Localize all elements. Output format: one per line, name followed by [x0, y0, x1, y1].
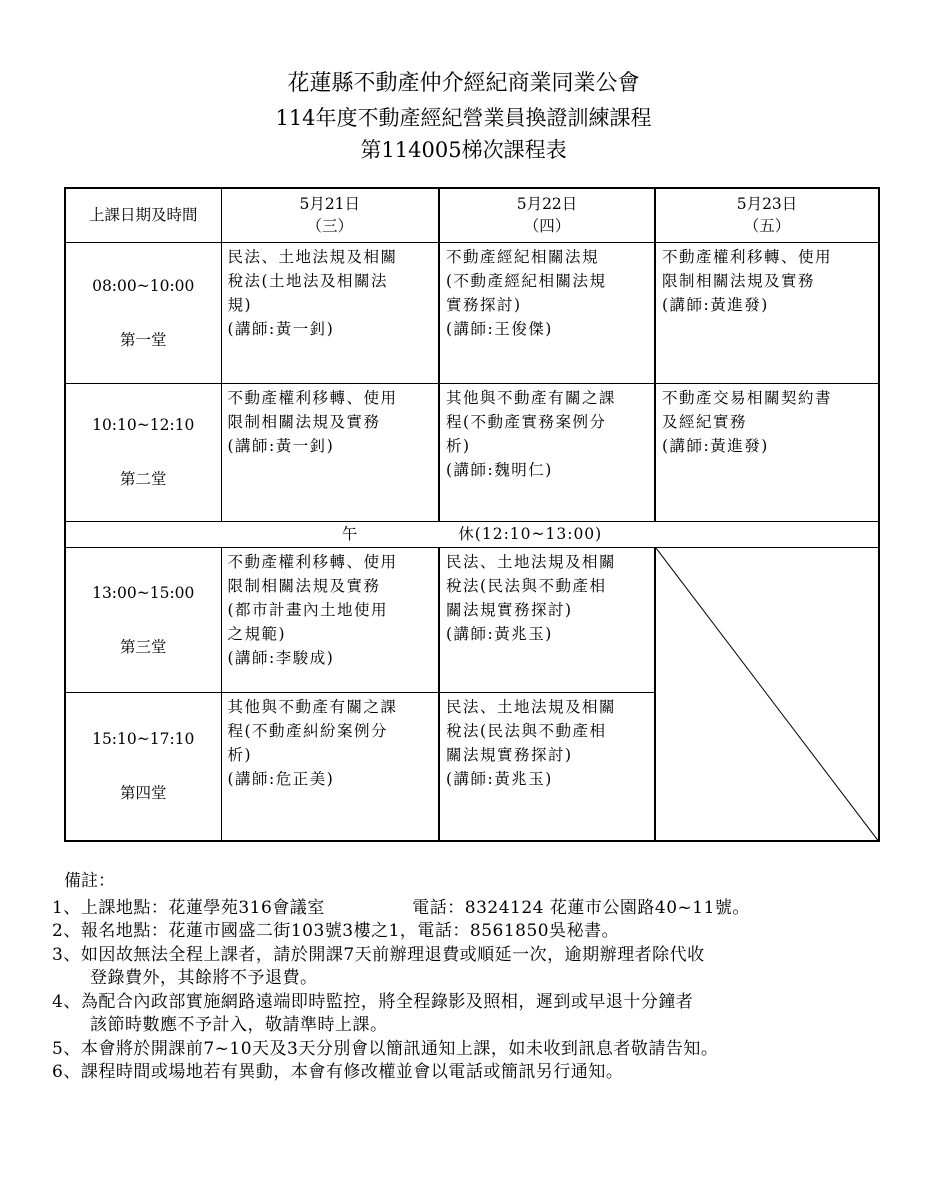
- period-cell-2: [65, 383, 221, 521]
- lunch-label-a: 午: [341, 525, 359, 543]
- course-line: 不動產經紀相關法規: [446, 247, 600, 266]
- course-cell: [439, 547, 655, 692]
- course-line: 析): [446, 436, 471, 455]
- period-row-1: [65, 242, 879, 383]
- course-line: 稅法(土地法及相關法: [227, 271, 389, 290]
- course-line: (不動產經紀相關法規: [446, 271, 607, 290]
- period-time: 15:10~17:10: [92, 730, 195, 749]
- lunch-break: [65, 521, 879, 547]
- course-line: 關法規實務探討): [446, 600, 573, 619]
- course-line: 限制相關法規及實務: [662, 271, 816, 290]
- period-cell-1: [65, 242, 221, 383]
- course-line: 析): [227, 745, 253, 764]
- course-cell: [221, 383, 439, 521]
- notes-section: [52, 870, 750, 1085]
- course-line: 限制相關法規及實務: [227, 576, 381, 595]
- course-line: 限制相關法規及實務: [227, 412, 381, 431]
- day-weekday: （五）: [743, 217, 791, 236]
- course-line: 實務探討): [446, 295, 522, 314]
- note-item: 1、上課地點：花蓮學苑316會議室 電話：8324124 花蓮市公園路40~11號。: [52, 897, 750, 918]
- course-line: 關法規實務探討): [446, 745, 573, 764]
- course-cell: [655, 383, 879, 521]
- course-cell: [221, 242, 439, 383]
- course-line: 不動產交易相關契約書: [662, 388, 833, 407]
- course-line: 及經紀實務: [662, 412, 748, 431]
- course-title: 114年度不動產經紀營業員換證訓練課程: [275, 106, 652, 130]
- lunch-label-b: 休(12:10~13:00): [458, 525, 603, 543]
- instructor-line: (講師:王俊傑): [446, 319, 553, 338]
- note-item: 3、如因故無法全程上課者，請於開課7天前辦理退費或順延一次，逾期辦理者除代收: [52, 944, 705, 965]
- note-item-continued: 登錄費外，其餘將不予退費。: [90, 968, 318, 988]
- period-cell-3: [65, 547, 221, 692]
- period-label: 第三堂: [119, 637, 167, 656]
- course-line: 不動產權利移轉、使用: [227, 388, 398, 407]
- note-item: 6、課程時間或場地若有異動，本會有修改權並會以電話或簡訊另行通知。: [52, 1062, 624, 1082]
- day-header-0522: [439, 188, 655, 242]
- course-line: 不動產權利移轉、使用: [662, 247, 833, 266]
- instructor-line: (講師:黃進發): [662, 295, 769, 314]
- course-line: (都市計畫內土地使用: [227, 600, 389, 619]
- instructor-line: (講師:黃一釗): [227, 319, 335, 338]
- instructor-line: (講師:危正美): [227, 769, 335, 788]
- course-cell: [439, 692, 655, 841]
- day-date: 5月21日: [299, 195, 361, 214]
- course-cell: [439, 383, 655, 521]
- course-cell: [221, 547, 439, 692]
- instructor-line: (講師:魏明仁): [446, 460, 553, 479]
- period-time: 13:00~15:00: [92, 583, 195, 602]
- note-item: 2、報名地點：花蓮市國盛二街103號3樓之1，電話：8561850吳秘書。: [52, 921, 620, 941]
- course-cell: [439, 242, 655, 383]
- corner-header: 上課日期及時間: [65, 188, 221, 242]
- day-header-0523: [655, 188, 879, 242]
- course-cell: [655, 242, 879, 383]
- course-line: 民法、土地法規及相關: [227, 247, 398, 266]
- period-cell-4: [65, 692, 221, 841]
- course-cell: [221, 692, 439, 841]
- period-time: 10:10~12:10: [92, 416, 195, 434]
- day-date: 5月23日: [736, 195, 798, 214]
- period-time: 08:00~10:00: [92, 276, 195, 295]
- instructor-line: (講師:黃兆玉): [446, 624, 553, 643]
- note-item: 5、本會將於開課前7~10天及3天分別會以簡訊通知上課，如未收到訊息者敬請告知。: [52, 1038, 719, 1059]
- course-line: 其他與不動產有關之課: [227, 697, 398, 716]
- period-label: 第四堂: [119, 784, 167, 803]
- notes-heading: 備註：: [64, 871, 115, 891]
- course-line: 規): [227, 295, 253, 314]
- instructor-line: (講師:黃兆玉): [446, 769, 553, 788]
- course-line: 不動產權利移轉、使用: [227, 552, 398, 571]
- lunch-row: [65, 521, 879, 547]
- day-weekday: （四）: [523, 217, 571, 236]
- course-line: 民法、土地法規及相關: [446, 697, 617, 716]
- period-label: 第二堂: [119, 470, 167, 488]
- course-line: 民法、土地法規及相關: [446, 552, 617, 571]
- period-row-2: [65, 383, 879, 521]
- course-line: 其他與不動產有關之課: [446, 388, 617, 407]
- instructor-line: (講師:黃一釗): [227, 436, 335, 455]
- note-item: 4、為配合內政部實施網路遠端即時監控，將全程錄影及照相，遲到或早退十分鐘者: [52, 991, 694, 1012]
- course-line: 之規範): [227, 624, 287, 643]
- table-header-row: [65, 188, 879, 242]
- course-line: 程(不動產實務案例分: [446, 412, 607, 431]
- diagonal-slash: [656, 548, 878, 841]
- association-title: 花蓮縣不動產仲介經紀商業同業公會: [287, 71, 640, 96]
- batch-title: 第114005梯次課程表: [360, 138, 567, 162]
- day-date: 5月22日: [516, 195, 578, 214]
- note-item-continued: 該節時數應不予計入，敬請準時上課。: [90, 1015, 388, 1035]
- schedule-table: [64, 187, 880, 842]
- instructor-line: (講師:黃進發): [662, 436, 769, 455]
- course-line: 程(不動產糾紛案例分: [227, 721, 389, 740]
- course-line: 稅法(民法與不動產相: [446, 721, 607, 740]
- period-label: 第一堂: [119, 330, 167, 349]
- no-class-cell: [655, 547, 879, 841]
- course-line: 稅法(民法與不動產相: [446, 576, 607, 595]
- instructor-line: (講師:李駿成): [227, 648, 335, 667]
- day-weekday: （三）: [306, 217, 353, 236]
- day-header-0521: [221, 188, 439, 242]
- period-row-3: [65, 547, 879, 692]
